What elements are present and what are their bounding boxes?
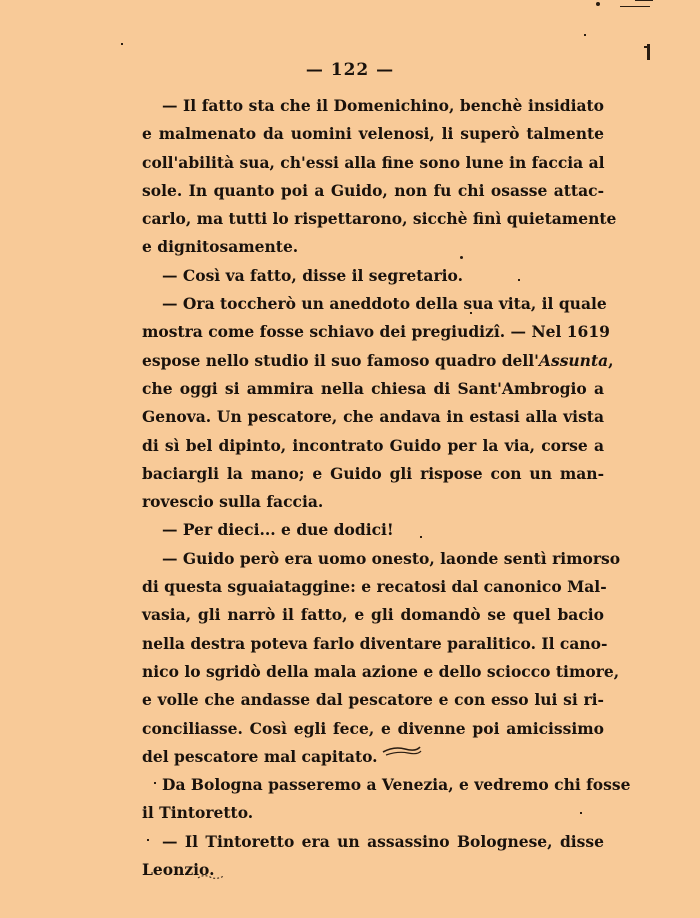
text-line: nella destra poteva farlo diventare paralitico. Il cano- [142, 633, 608, 653]
text-line: che oggi si ammira nella chiesa di Sant'Ambrogio a [142, 378, 604, 398]
ink-speck [644, 46, 649, 48]
text-line: carlo, ma tutti lo rispettarono, sicchè finì quietamente [142, 209, 617, 229]
text-segment: , [608, 350, 614, 370]
text-line: — Per dieci... e due dodici! [162, 520, 394, 540]
ink-speck [635, 0, 653, 1]
ink-speck [620, 6, 650, 7]
text-line: rovescio sulla faccia. [142, 492, 324, 512]
text-line: — Il fatto sta che il Domenichino, benchè insidiato [162, 96, 604, 115]
text-line: baciargli la mano; e Guido gli rispose con un man- [142, 463, 604, 483]
text-line: e volle che andasse dal pescatore e con esso lui si ri- [142, 690, 604, 710]
text-segment: espose nello studio il suo famoso quadro dell' [142, 350, 539, 370]
text-line: e dignitosamente. [142, 237, 299, 257]
text-line: coll'abilità sua, ch'essi alla fine sono lune in faccia al [142, 152, 605, 172]
text-line [142, 347, 614, 375]
text-line: — Guido però era uomo onesto, laonde sentì rimorso [162, 548, 621, 568]
text-line: — Ora toccherò un aneddoto della sua vita, il quale [162, 294, 607, 314]
text-line: Genova. Un pescatore, che andava in estasi alla vista [142, 407, 604, 427]
text-line: nico lo sgridò della mala azione e dello sciocco timore, [142, 661, 620, 681]
text-line: mostra come fosse schiavo dei pregiudizî. — Nel 1619 [142, 322, 610, 342]
text-line: del pescatore mal capitato. [142, 746, 378, 766]
text-line: conciliasse. Così egli fece, e divenne poi amicissimo [142, 718, 604, 738]
body-text [142, 92, 631, 884]
ink-speck [121, 43, 123, 45]
text-line: Leonzio. [142, 860, 215, 880]
text-line: di questa sguaiataggine: e recatosi dal canonico Mal- [142, 577, 607, 597]
ink-speck [584, 34, 586, 36]
text-line: e malmenato da uomini velenosi, li superò talmente [142, 124, 604, 144]
text-line: vasia, gli narrò il fatto, e gli domandò se quel bacio [142, 605, 604, 625]
italic-title: Assunta [538, 350, 609, 370]
text-line: Da Bologna passeremo a Venezia, e vedremo chi fosse [162, 775, 631, 795]
text-line: sole. In quanto poi a Guido, non fu chi osasse attac- [142, 180, 604, 200]
text-line: il Tintoretto. [142, 803, 254, 823]
text-line: — Così va fatto, disse il segretario. [162, 265, 463, 285]
text-line: di sì bel dipinto, incontrato Guido per la via, corse a [142, 435, 604, 455]
text-line: — Il Tintoretto era un assassino Bolognese, disse [162, 831, 604, 851]
page-number: — 122 — [305, 60, 395, 80]
ink-speck [596, 2, 600, 6]
